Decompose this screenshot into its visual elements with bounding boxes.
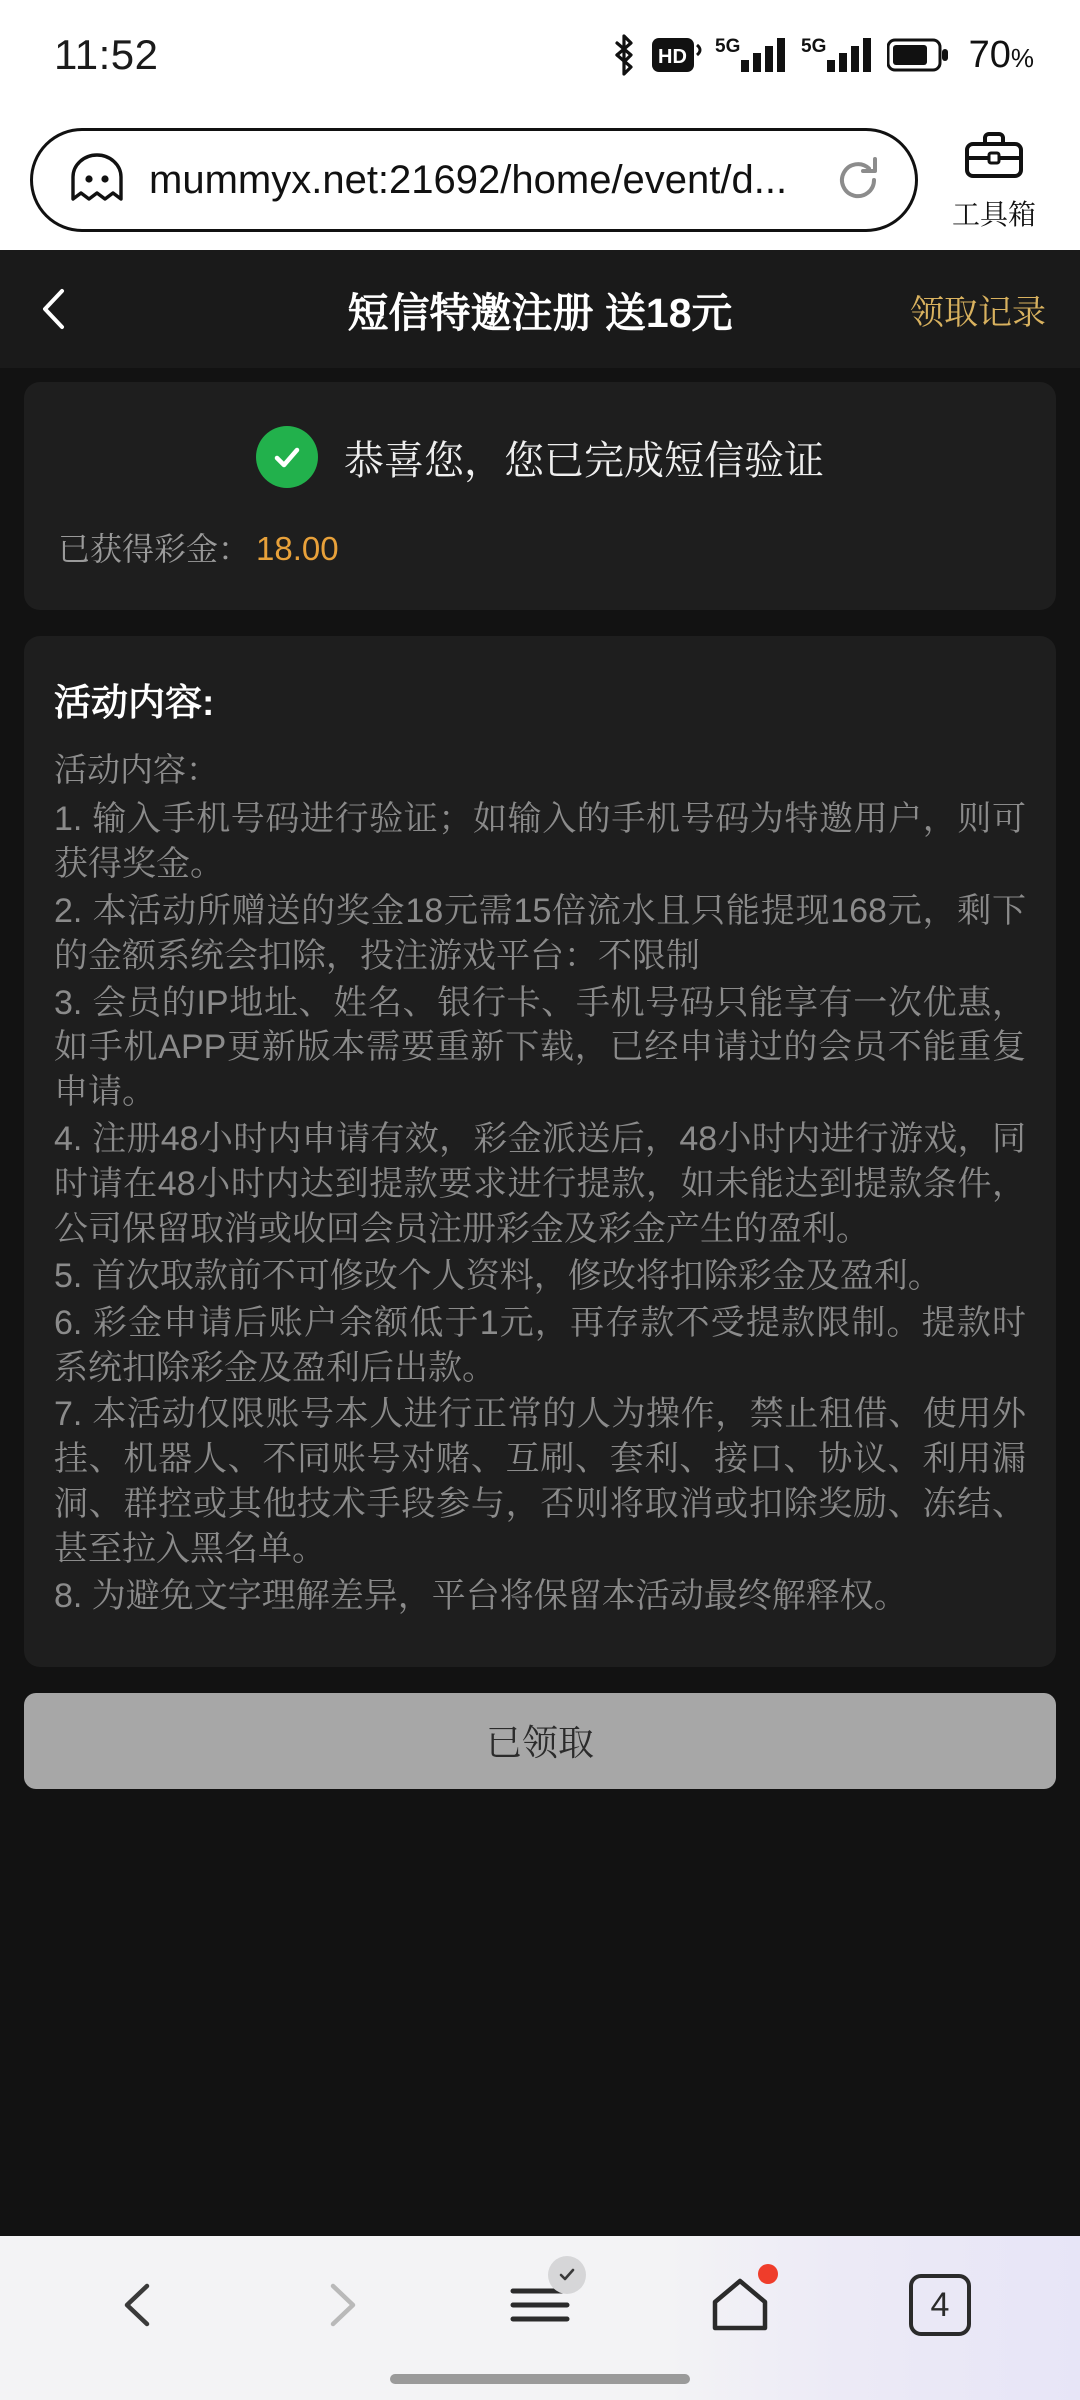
toolbox-button[interactable] bbox=[934, 128, 1054, 233]
rule-item: 2. 本活动所赠送的奖金18元需15倍流水且只能提现168元，剩下的金额系统会扣除，投注游戏平台：不限制 bbox=[54, 891, 1026, 975]
svg-text:HD: HD bbox=[657, 46, 687, 68]
check-circle-icon bbox=[256, 426, 318, 488]
rules-title: 活动内容: bbox=[54, 682, 215, 723]
success-row bbox=[58, 426, 1022, 488]
bonus-amount-value: 18.00 bbox=[256, 530, 339, 567]
browser-toolbar bbox=[0, 110, 1080, 250]
rule-item: 5. 首次取款前不可修改个人资料，修改将扣除彩金及盈利。 bbox=[54, 1256, 942, 1295]
nav-menu-button[interactable] bbox=[480, 2250, 600, 2360]
rule-item: 1. 输入手机号码进行验证；如输入的手机号码为特邀用户，则可获得奖金。 bbox=[54, 800, 1026, 883]
rule-item: 4. 注册48小时内申请有效，彩金派送后，48小时内进行游戏，同时请在48小时内达到提款要求进行提款，如未能达到提款条件，公司保留取消或收回会员注册彩金及彩金产生的盈利。 bbox=[54, 1120, 1026, 1248]
back-chevron-icon[interactable] bbox=[26, 279, 86, 339]
nav-forward-button[interactable] bbox=[280, 2250, 400, 2360]
page-title: 短信特邀注册 送18元 bbox=[347, 289, 733, 336]
page-content bbox=[0, 368, 1080, 1667]
verification-status-card bbox=[24, 382, 1056, 610]
battery-percent-value: 70 bbox=[968, 33, 1011, 76]
rule-item: 8. 为避免文字理解差异，平台将保留本活动最终解释权。 bbox=[54, 1576, 908, 1615]
bonus-amount-row bbox=[58, 524, 1022, 570]
menu-update-badge-icon bbox=[548, 2256, 586, 2294]
bonus-amount-label: 已获得彩金： bbox=[58, 531, 251, 567]
toolbox-icon bbox=[963, 128, 1025, 187]
nav-back-button[interactable] bbox=[80, 2250, 200, 2360]
status-bar bbox=[0, 0, 1080, 110]
rules-subtitle: 活动内容： bbox=[54, 751, 219, 788]
rule-item: 3. 会员的IP地址、姓名、银行卡、手机号码只能享有一次优惠，如手机APP更新版本需要重新下载，已经申请过的会员不能重复申请。 bbox=[54, 983, 1026, 1112]
battery-icon bbox=[887, 37, 949, 73]
claim-button-area bbox=[0, 1667, 1080, 1811]
nav-forward-icon bbox=[310, 2275, 370, 2335]
success-message: 恭喜您，您已完成短信验证 bbox=[344, 438, 824, 483]
status-icon-group bbox=[609, 32, 1034, 78]
bluetooth-icon bbox=[609, 32, 639, 78]
hd-voice-icon bbox=[651, 35, 703, 75]
reload-icon[interactable] bbox=[831, 153, 885, 207]
battery-percent-unit: % bbox=[1010, 42, 1034, 73]
5g-signal-2-icon bbox=[801, 32, 875, 78]
status-time: 11:52 bbox=[54, 31, 159, 78]
nav-home-button[interactable] bbox=[680, 2250, 800, 2360]
browser-nav-bar bbox=[0, 2236, 1080, 2400]
nav-tabs-button[interactable] bbox=[880, 2250, 1000, 2360]
home-indicator bbox=[390, 2374, 690, 2384]
toolbox-label: 工具箱 bbox=[951, 198, 1036, 230]
url-bar[interactable] bbox=[30, 128, 918, 232]
ghost-icon bbox=[67, 153, 127, 207]
claim-record-link[interactable]: 领取记录 bbox=[910, 293, 1046, 332]
svg-text:5G: 5G bbox=[714, 36, 740, 57]
page-header bbox=[0, 250, 1080, 368]
nav-back-icon bbox=[110, 2275, 170, 2335]
claim-button[interactable]: 已领取 bbox=[24, 1693, 1056, 1789]
5g-signal-icon bbox=[715, 32, 789, 78]
battery-percent bbox=[969, 34, 1034, 77]
svg-text:5G: 5G bbox=[800, 36, 826, 57]
home-notification-dot-icon bbox=[758, 2264, 778, 2284]
url-text[interactable]: mummyx.net:21692/home/event/d... bbox=[149, 157, 788, 202]
rule-item: 6. 彩金申请后账户余额低于1元，再存款不受提款限制。提款时系统扣除彩金及盈利后出款。 bbox=[54, 1303, 1026, 1387]
web-page bbox=[0, 250, 1080, 2236]
rule-item: 7. 本活动仅限账号本人进行正常的人为操作，禁止租借、使用外挂、机器人、不同账号对赌、互刷、套利、接口、协议、利用漏洞、群控或其他技术手段参与，否则将取消或扣除奖励、冻结、甚至拉入黑名单。 bbox=[54, 1395, 1026, 1568]
tab-count-badge: 4 bbox=[909, 2274, 971, 2336]
activity-rules-card bbox=[24, 636, 1056, 1667]
